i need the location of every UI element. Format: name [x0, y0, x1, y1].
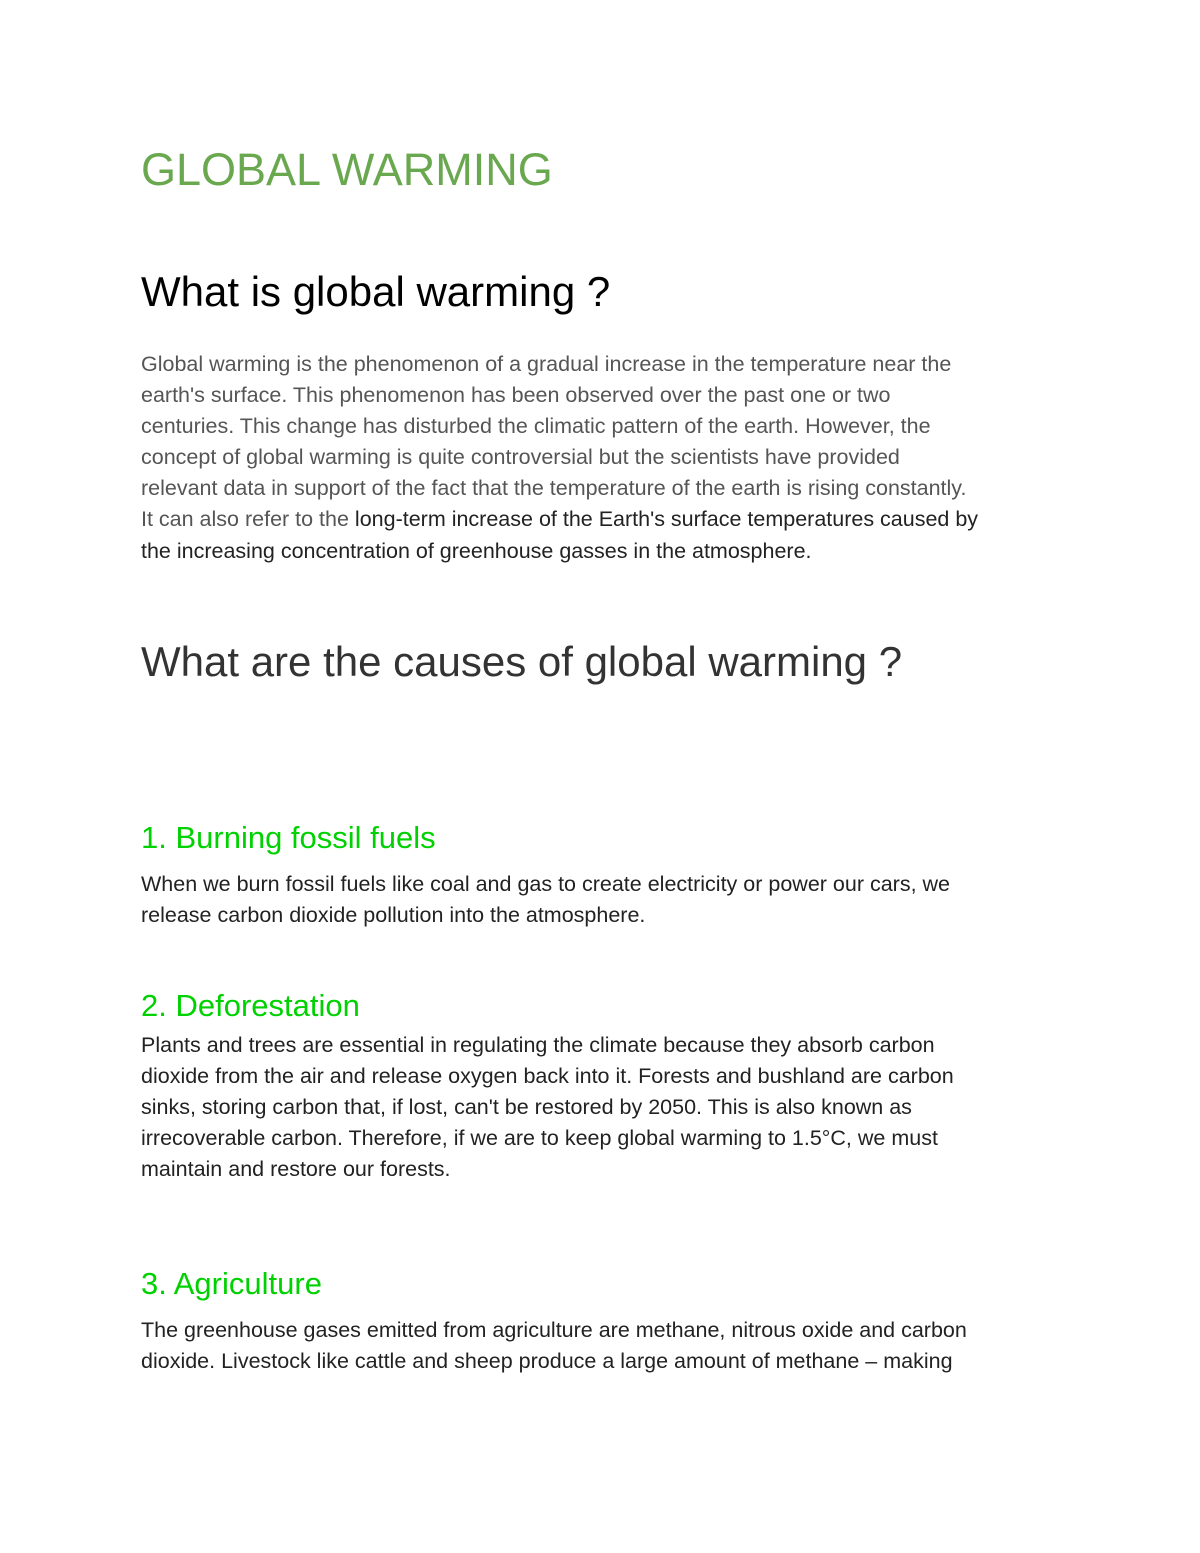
- cause-heading-deforestation: 2. Deforestation: [141, 988, 360, 1023]
- document-title: GLOBAL WARMING: [141, 144, 553, 195]
- paragraph-line: relevant data in support of the fact that the temperature of the earth is rising constantly.: [141, 476, 967, 501]
- paragraph-line: Plants and trees are essential in regulating the climate because they absorb carbon: [141, 1033, 935, 1057]
- paragraph-line: maintain and restore our forests.: [141, 1157, 451, 1182]
- heading-causes-of-global-warming: What are the causes of global warming ?: [141, 638, 903, 685]
- cause-heading-agriculture: 3. Agriculture: [141, 1266, 322, 1301]
- paragraph-what-is-global-warming: [141, 349, 1071, 567]
- cause-paragraph-deforestation: [141, 1030, 1071, 1185]
- paragraph-line-end: long-term increase of the Earth's surface temperatures caused by: [354, 507, 979, 532]
- paragraph-line: dioxide. Livestock like cattle and sheep produce a large amount of methane – making: [141, 1349, 953, 1374]
- cause-heading-burning-fossil-fuels: 1. Burning fossil fuels: [141, 820, 436, 855]
- paragraph-line: Global warming is the phenomenon of a gradual increase in the temperature near the: [141, 352, 952, 376]
- paragraph-line: [141, 504, 1071, 535]
- paragraph-line: the increasing concentration of greenhouse gasses in the atmosphere.: [141, 538, 812, 563]
- cause-paragraph-burning-fossil-fuels: [141, 869, 1071, 931]
- paragraph-line: release carbon dioxide pollution into the atmosphere.: [141, 903, 646, 928]
- paragraph-line: When we burn fossil fuels like coal and gas to create electricity or power our cars, we: [141, 872, 951, 896]
- paragraph-line: dioxide from the air and release oxygen back into it. Forests and bushland are carbon: [141, 1064, 954, 1089]
- paragraph-line: sinks, storing carbon that, if lost, can't be restored by 2050. This is also known as: [141, 1095, 912, 1120]
- paragraph-line: centuries. This change has disturbed the climatic pattern of the earth. However, the: [141, 414, 931, 439]
- paragraph-line: irrecoverable carbon. Therefore, if we are to keep global warming to 1.5°C, we must: [141, 1126, 938, 1151]
- paragraph-line: earth's surface. This phenomenon has been observed over the past one or two: [141, 383, 891, 408]
- paragraph-line: The greenhouse gases emitted from agriculture are methane, nitrous oxide and carbon: [141, 1318, 967, 1342]
- paragraph-line: concept of global warming is quite controversial but the scientists have provided: [141, 445, 900, 470]
- heading-what-is-global-warming: What is global warming ?: [141, 268, 611, 315]
- cause-paragraph-agriculture: [141, 1315, 1071, 1377]
- paragraph-line-start: It can also refer to the: [141, 507, 355, 532]
